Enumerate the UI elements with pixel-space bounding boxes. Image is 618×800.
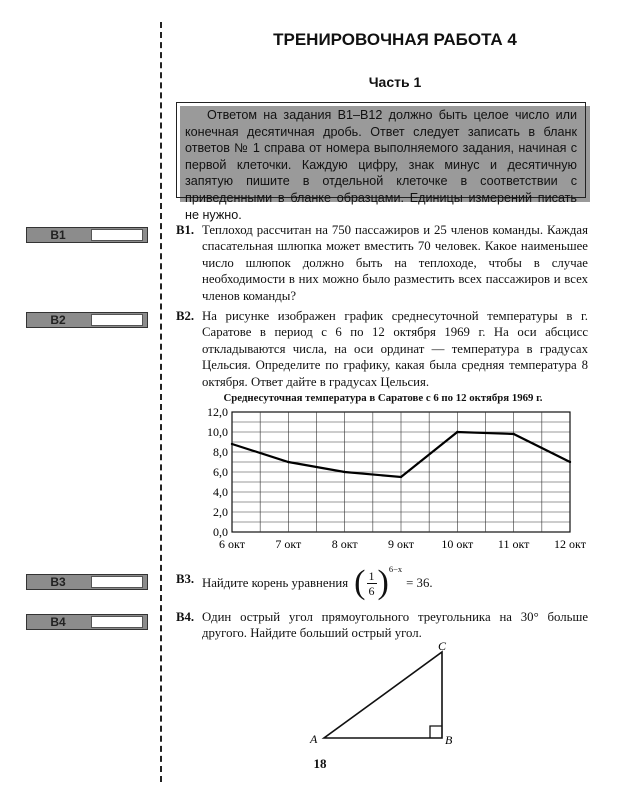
x-tick-label: 6 окт	[219, 537, 245, 551]
y-tick-label: 12,0	[207, 405, 228, 419]
task-text: Найдите корень уравнения	[202, 575, 349, 590]
right-angle-mark	[430, 726, 442, 738]
vertex-a-label: A	[310, 732, 318, 746]
task-b1	[176, 222, 588, 304]
answer-box-b3	[26, 574, 148, 590]
data-point	[343, 471, 345, 473]
temperature-chart	[190, 404, 590, 554]
task-text: На рисунке изображен график среднесуточной температуры в г. Саратове в период с 6 по 12 октября 1969 г. На оси абсцисс откладываются числа, на оси ординат — температура в градусах Цельсия. Определите по графику, какая была средняя температура 8 октября. Ответ дайте в градусах Цельсия.	[202, 309, 588, 389]
y-tick-label: 2,0	[213, 505, 228, 519]
answer-field[interactable]	[91, 314, 143, 326]
x-tick-label: 8 окт	[331, 537, 358, 551]
equation	[202, 566, 433, 600]
task-text: Один острый угол прямоугольного треугольника на 30° больше другого. Найдите больший острый угол.	[202, 610, 588, 641]
answer-box-label: В1	[50, 228, 66, 242]
data-point	[231, 443, 233, 445]
x-tick-label: 10 окт	[441, 537, 474, 551]
data-point	[569, 461, 571, 463]
y-tick-label: 8,0	[213, 445, 228, 459]
y-tick-label: 0,0	[213, 525, 228, 539]
left-paren: (	[354, 564, 366, 601]
task-number: В2.	[176, 309, 195, 323]
data-point	[400, 476, 402, 478]
x-tick-label: 9 окт	[388, 537, 414, 551]
part-heading: Часть 1	[368, 74, 422, 90]
answer-box-label: В4	[50, 615, 66, 629]
instructions-box: Ответом на задания В1–В12 должно быть целое число или конечная десятичная дробь. Ответ следует записать в бланк ответов № 1 справа от номера выполняемого задания, начиная с первой клеточки. Каждую цифру, знак минус и десятичную запятую пишите в отдельной клеточке в соответствии с приведенными в бланке образцами. Единицы измерений писать не нужно.	[176, 102, 586, 198]
y-tick-label: 10,0	[207, 425, 228, 439]
fraction-denominator: 6	[368, 583, 375, 598]
x-tick-label: 12 окт	[554, 537, 586, 551]
answer-field[interactable]	[91, 576, 143, 588]
answer-box-label: В3	[50, 575, 66, 589]
cut-line	[160, 22, 162, 782]
task-b2	[176, 308, 588, 390]
vertex-c-label: C	[438, 640, 447, 653]
triangle-abc	[324, 652, 442, 738]
page-number: 18	[313, 756, 327, 771]
x-tick-label: 11 окт	[497, 537, 530, 551]
answer-field[interactable]	[91, 229, 143, 241]
page-title: ТРЕНИРОВОЧНАЯ РАБОТА 4	[273, 30, 517, 49]
triangle-diagram	[300, 640, 470, 750]
vertex-b-label: B	[445, 733, 453, 747]
task-b4	[176, 609, 588, 642]
right-paren: )	[377, 564, 389, 601]
data-point	[287, 461, 289, 463]
task-number: В4.	[176, 610, 195, 624]
answer-box-b4	[26, 614, 148, 630]
fraction-numerator: 1	[368, 568, 375, 583]
data-point	[456, 431, 458, 433]
task-number: В3.	[176, 572, 195, 586]
chart-title: Среднесуточная температура в Саратове с 6 по 12 октября 1969 г.	[223, 392, 543, 404]
answer-box-b2	[26, 312, 148, 328]
task-text: Теплоход рассчитан на 750 пассажиров и 25 членов команды. Каждая спасательная шлюпка может вместить 70 человек. Какое наименьшее число шлюпок должно быть на теплоходе, чтобы в случае необходимости в них можно было разместить всех пассажиров и всех членов команды?	[202, 223, 588, 303]
x-tick-label: 7 окт	[275, 537, 302, 551]
exponent: 6−x	[388, 564, 403, 574]
equation-rhs: = 36.	[406, 575, 433, 590]
fraction	[367, 569, 377, 598]
answer-box-b1	[26, 227, 148, 243]
answer-field[interactable]	[91, 616, 143, 628]
task-number: В1.	[176, 223, 195, 237]
data-point	[512, 433, 514, 435]
y-tick-label: 4,0	[213, 485, 228, 499]
y-tick-label: 6,0	[213, 465, 228, 479]
answer-box-label: В2	[50, 313, 66, 327]
